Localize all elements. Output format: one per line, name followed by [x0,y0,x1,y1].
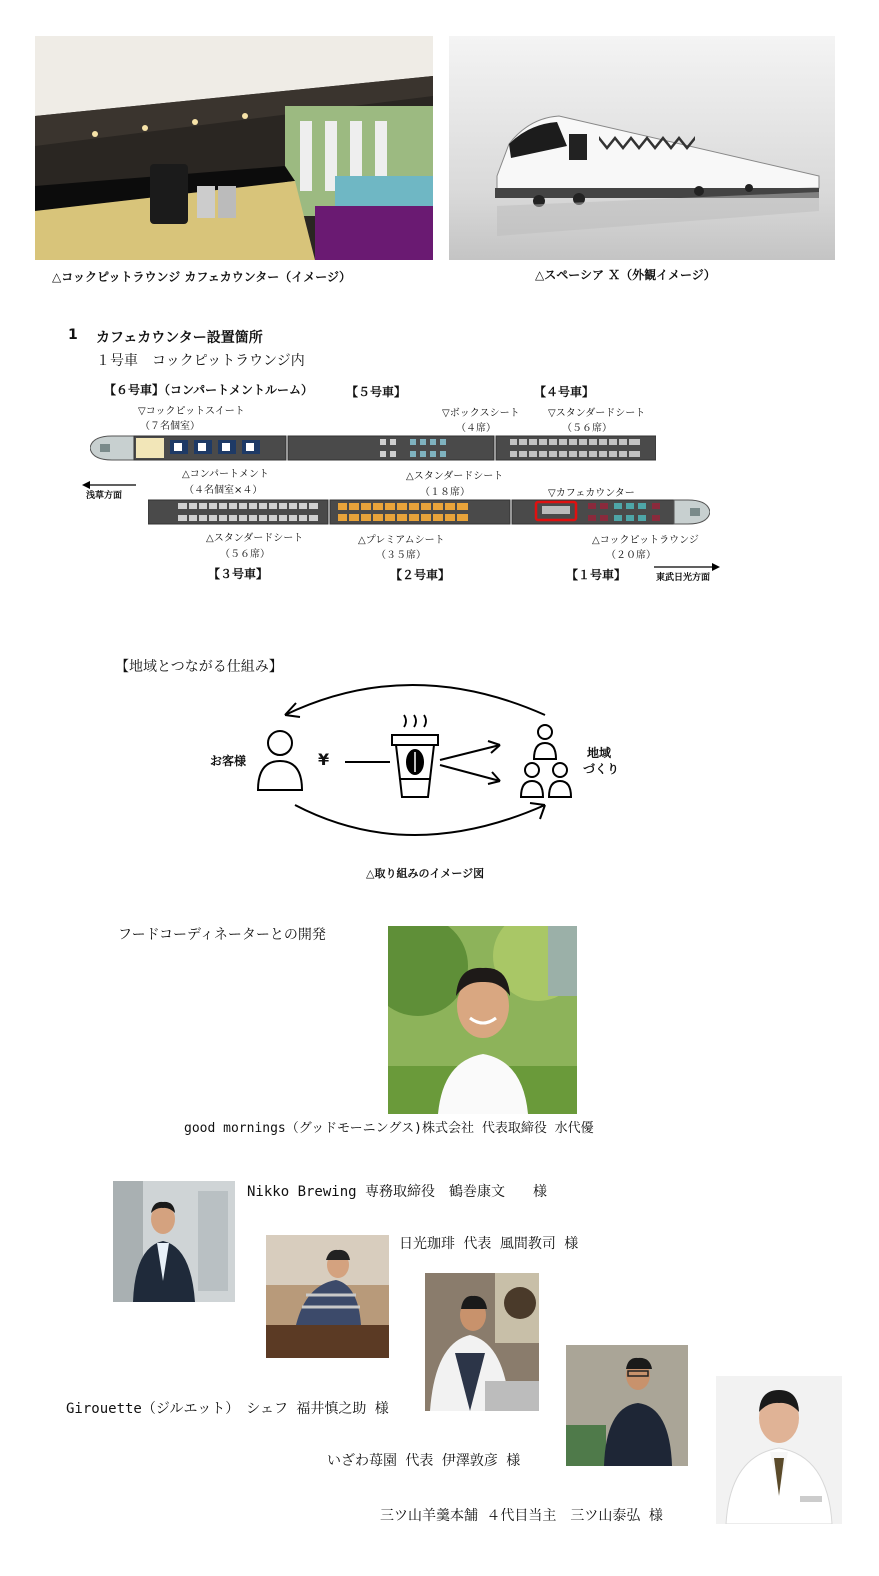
car3-label: 【３号車】 [208,567,269,581]
section-subheading: １号車 コックピットラウンジ内 [96,353,305,369]
lounge-photo-caption: △コックピットラウンジ カフェカウンター（イメージ） [52,270,351,284]
nikko-direction-label: 東武日光方面 [656,573,711,583]
partner-photo-mitsuyama-yokan [716,1376,842,1524]
premium-seat-label: △プレミアムシート [358,535,445,546]
car2-label: 【２号車】 [390,568,451,582]
partner-photo-nikko-coffee [266,1235,389,1358]
cafe-counter-label: ▽カフェカウンター [548,488,635,499]
box-seat-label: ▽ボックスシート [442,408,520,419]
standard-seat-car5-capacity: （１８席） [420,487,470,498]
exterior-photo-caption: △スペーシア Ｘ（外観イメージ） [535,268,716,282]
partner-name-nikko-brewing: Nikko Brewing 専務取締役 鶴巻康文 様 [247,1184,548,1200]
standard-seat-car3-capacity: （５６席） [220,549,270,560]
cockpit-lounge-label: △コックピットラウンジ [592,535,699,546]
community-label-line2: づくり [583,762,620,776]
partner-photo-girouette [425,1273,539,1411]
diagram-title: 【地域とつながる仕組み】 [115,659,283,675]
standard-seat-car3-label: △スタンダードシート [206,533,304,544]
spacia-x-exterior-photo [449,36,835,260]
car5-label: 【５号車】 [346,385,407,399]
premium-seat-capacity: （３５席） [376,550,426,561]
customer-icon [268,731,292,755]
partner-name-izawa-strawberry: いざわ苺園 代表 伊澤敦彦 様 [327,1453,521,1469]
car6-label: 【６号車】（コンパートメントルーム） [104,383,314,397]
cockpit-lounge-capacity: （２０席） [606,550,656,561]
coordinator-portrait [388,926,577,1114]
car4-label: 【４号車】 [534,385,595,399]
partner-name-mitsuyama-yokan: 三ツ山羊羹本舗 ４代目当主 三ツ山泰弘 様 [380,1508,663,1524]
box-seat-capacity: （４席） [456,423,496,434]
community-diagram [200,675,640,855]
partner-name-nikko-coffee: 日光珈琲 代表 風間教司 様 [399,1236,579,1252]
asakusa-direction-arrow [82,475,138,485]
train-lower-row [148,498,710,526]
customer-label: お客様 [210,754,247,768]
cockpit-suite-capacity: （７名個室） [140,421,200,432]
standard-seat-car5-label: △スタンダードシート [406,471,504,482]
asakusa-direction-label: 浅草方面 [86,491,123,501]
diagram-caption: △取り組みのイメージ図 [366,867,485,880]
cafe-counter-lounge-photo [35,36,433,260]
partner-photo-izawa-strawberry [566,1345,688,1466]
coordinator-heading: フードコーディネーターとの開発 [118,927,326,943]
train-upper-row [90,434,656,462]
section-heading: カフェカウンター設置箇所 [96,330,263,346]
standard-seat-car4-capacity: （５６席） [562,423,612,434]
community-label-line1: 地域 [587,746,612,760]
car1-label: 【１号車】 [566,568,627,582]
yen-symbol: ¥ [318,750,330,769]
partner-name-girouette: Girouette（ジルエット） シェフ 福井慎之助 様 [66,1401,389,1417]
coordinator-name: good mornings（グッドモーニングス)株式会社 代表取締役 水代優 [184,1121,594,1136]
nikko-direction-arrow [654,557,720,567]
partner-photo-nikko-brewing [113,1181,235,1302]
cockpit-suite-label: ▽コックピットスイート [138,406,245,417]
section-number: 1 [68,327,78,343]
standard-seat-car4-label: ▽スタンダードシート [548,408,646,419]
compartment-label: △コンパートメント [182,469,269,480]
compartment-capacity: （４名個室×４） [184,485,263,496]
